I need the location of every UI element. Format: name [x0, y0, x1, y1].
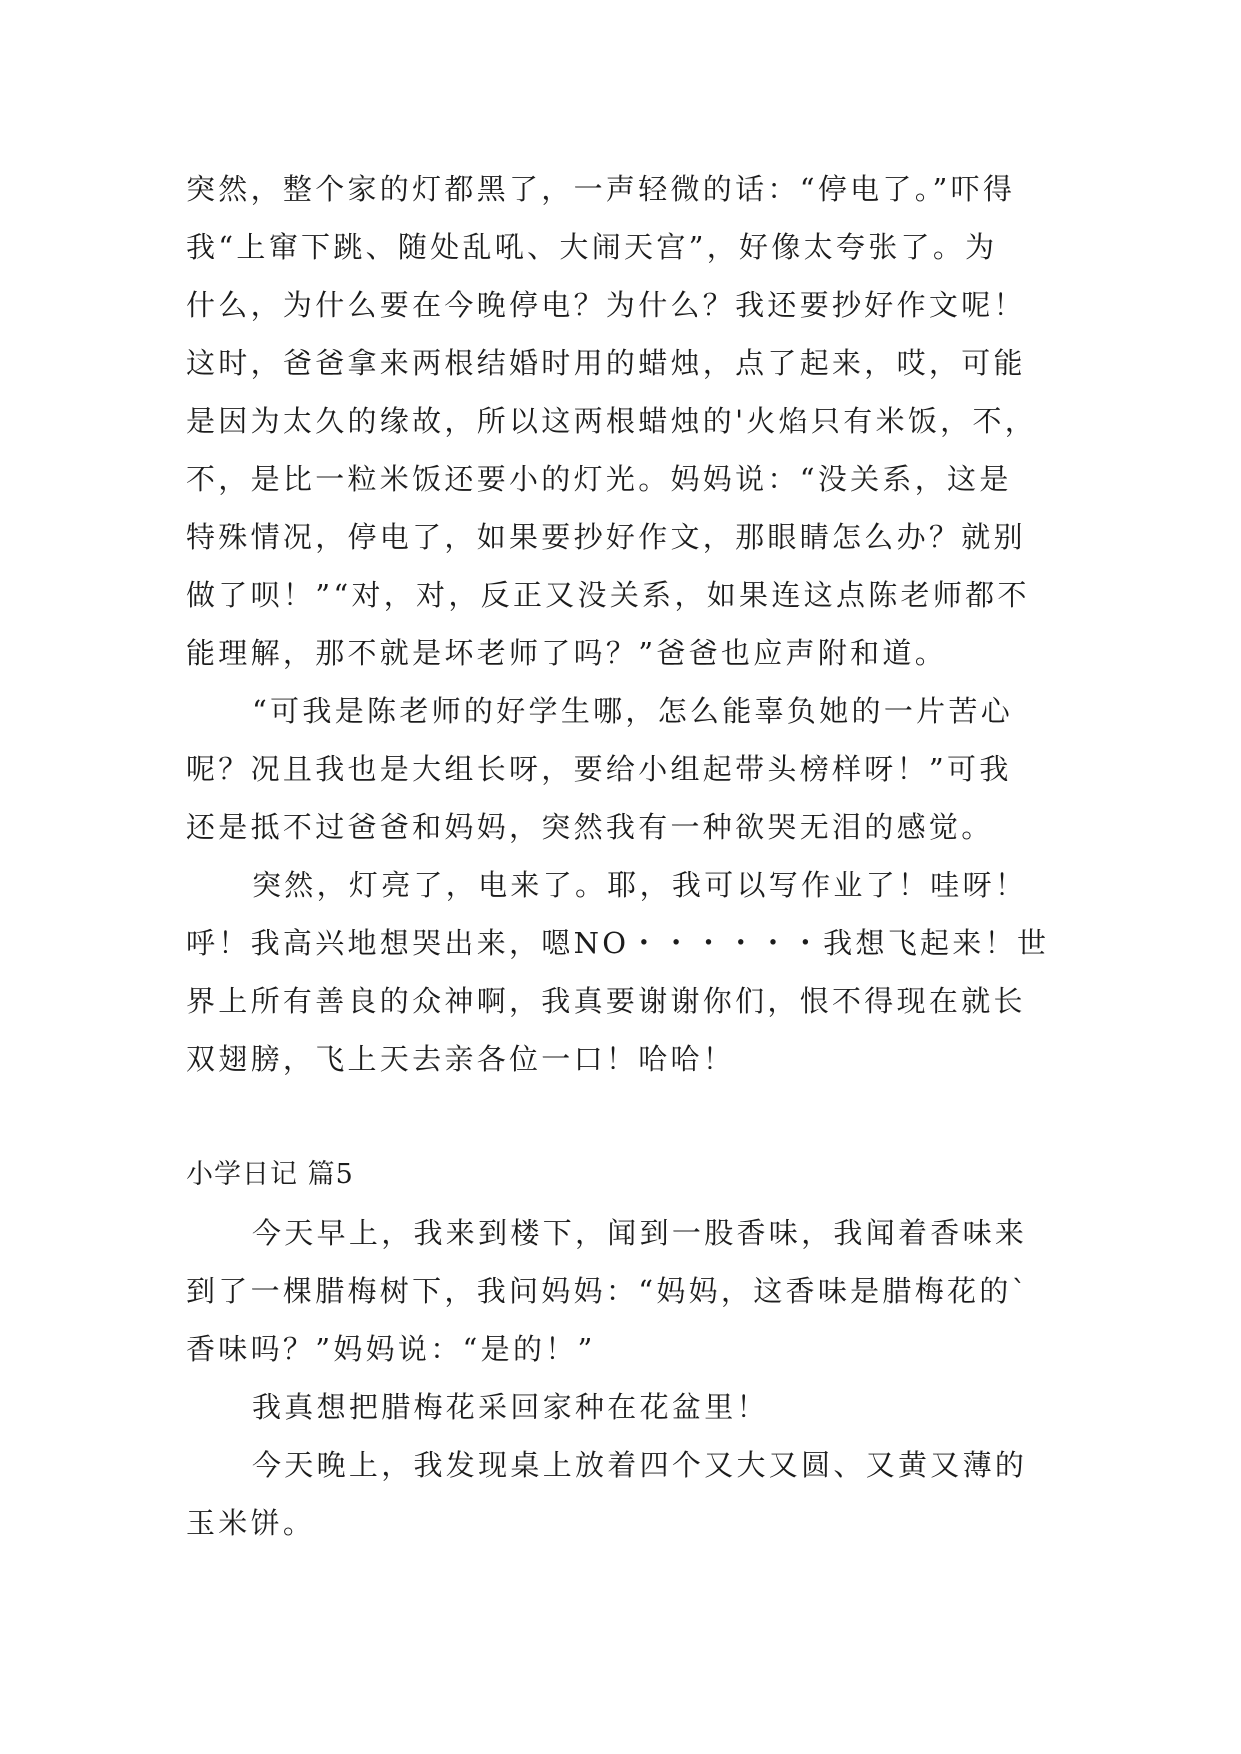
text-line: 今天早上，我来到楼下，闻到一股香味，我闻着香味来 [252, 1216, 1028, 1250]
text-line: 到了一棵腊梅树下，我问妈妈：“妈妈，这香味是腊梅花的` [186, 1274, 1030, 1308]
text-line: 什么，为什么要在今晚停电？为什么？我还要抄好作文呢！ [186, 288, 1026, 322]
text-line: 呢？况且我也是大组长呀，要给小组起带头榜样呀！”可我 [186, 752, 1012, 786]
document-body [186, 160, 1066, 1552]
text-line: 做了呗！”“对，对，反正又没关系，如果连这点陈老师都不 [186, 578, 1030, 612]
paragraph [186, 682, 1066, 856]
text-line: 玉米饼。 [186, 1506, 316, 1540]
text-line: 特殊情况，停电了，如果要抄好作文，那眼睛怎么办？就别 [186, 520, 1026, 554]
section-heading: 小学日记 篇5 [186, 1159, 354, 1190]
paragraph [186, 856, 1066, 1088]
text-line: “可我是陈老师的好学生哪，怎么能辜负她的一片苦心 [252, 694, 1014, 728]
text-line: 这时，爸爸拿来两根结婚时用的蜡烛，点了起来，哎，可能 [186, 346, 1026, 380]
text-line: 双翅膀，飞上天去亲各位一口！哈哈！ [186, 1042, 736, 1076]
paragraph [186, 1378, 1066, 1436]
text-line: 今天晚上，我发现桌上放着四个又大又圆、又黄又薄的 [252, 1448, 1028, 1482]
text-line: 我真想把腊梅花采回家种在花盆里！ [252, 1390, 769, 1424]
text-line: 还是抵不过爸爸和妈妈，突然我有一种欲哭无泪的感觉。 [186, 810, 994, 844]
text-line: 不，是比一粒米饭还要小的灯光。妈妈说：“没关系，这是 [186, 462, 1012, 496]
text-line: 呼！我高兴地想哭出来，嗯NO・・・・・・我想飞起来！世 [186, 926, 1050, 960]
paragraph [186, 160, 1066, 682]
text-line: 我“上窜下跳、随处乱吼、大闹天宫”，好像太夸张了。为 [186, 230, 998, 264]
text-line: 突然，整个家的灯都黑了，一声轻微的话：“停电了。”吓得 [186, 172, 1016, 206]
text-line: 界上所有善良的众神啊，我真要谢谢你们，恨不得现在就长 [186, 984, 1026, 1018]
text-line: 能理解，那不就是坏老师了吗？”爸爸也应声附和道。 [186, 636, 948, 670]
paragraph [186, 1204, 1066, 1378]
text-line: 香味吗？”妈妈说：“是的！” [186, 1332, 596, 1366]
text-line: 是因为太久的缘故，所以这两根蜡烛的'火焰只有米饭，不， [186, 404, 1038, 438]
text-line: 突然，灯亮了，电来了。耶，我可以写作业了！哇呀！ [252, 868, 1028, 902]
paragraph [186, 1436, 1066, 1552]
